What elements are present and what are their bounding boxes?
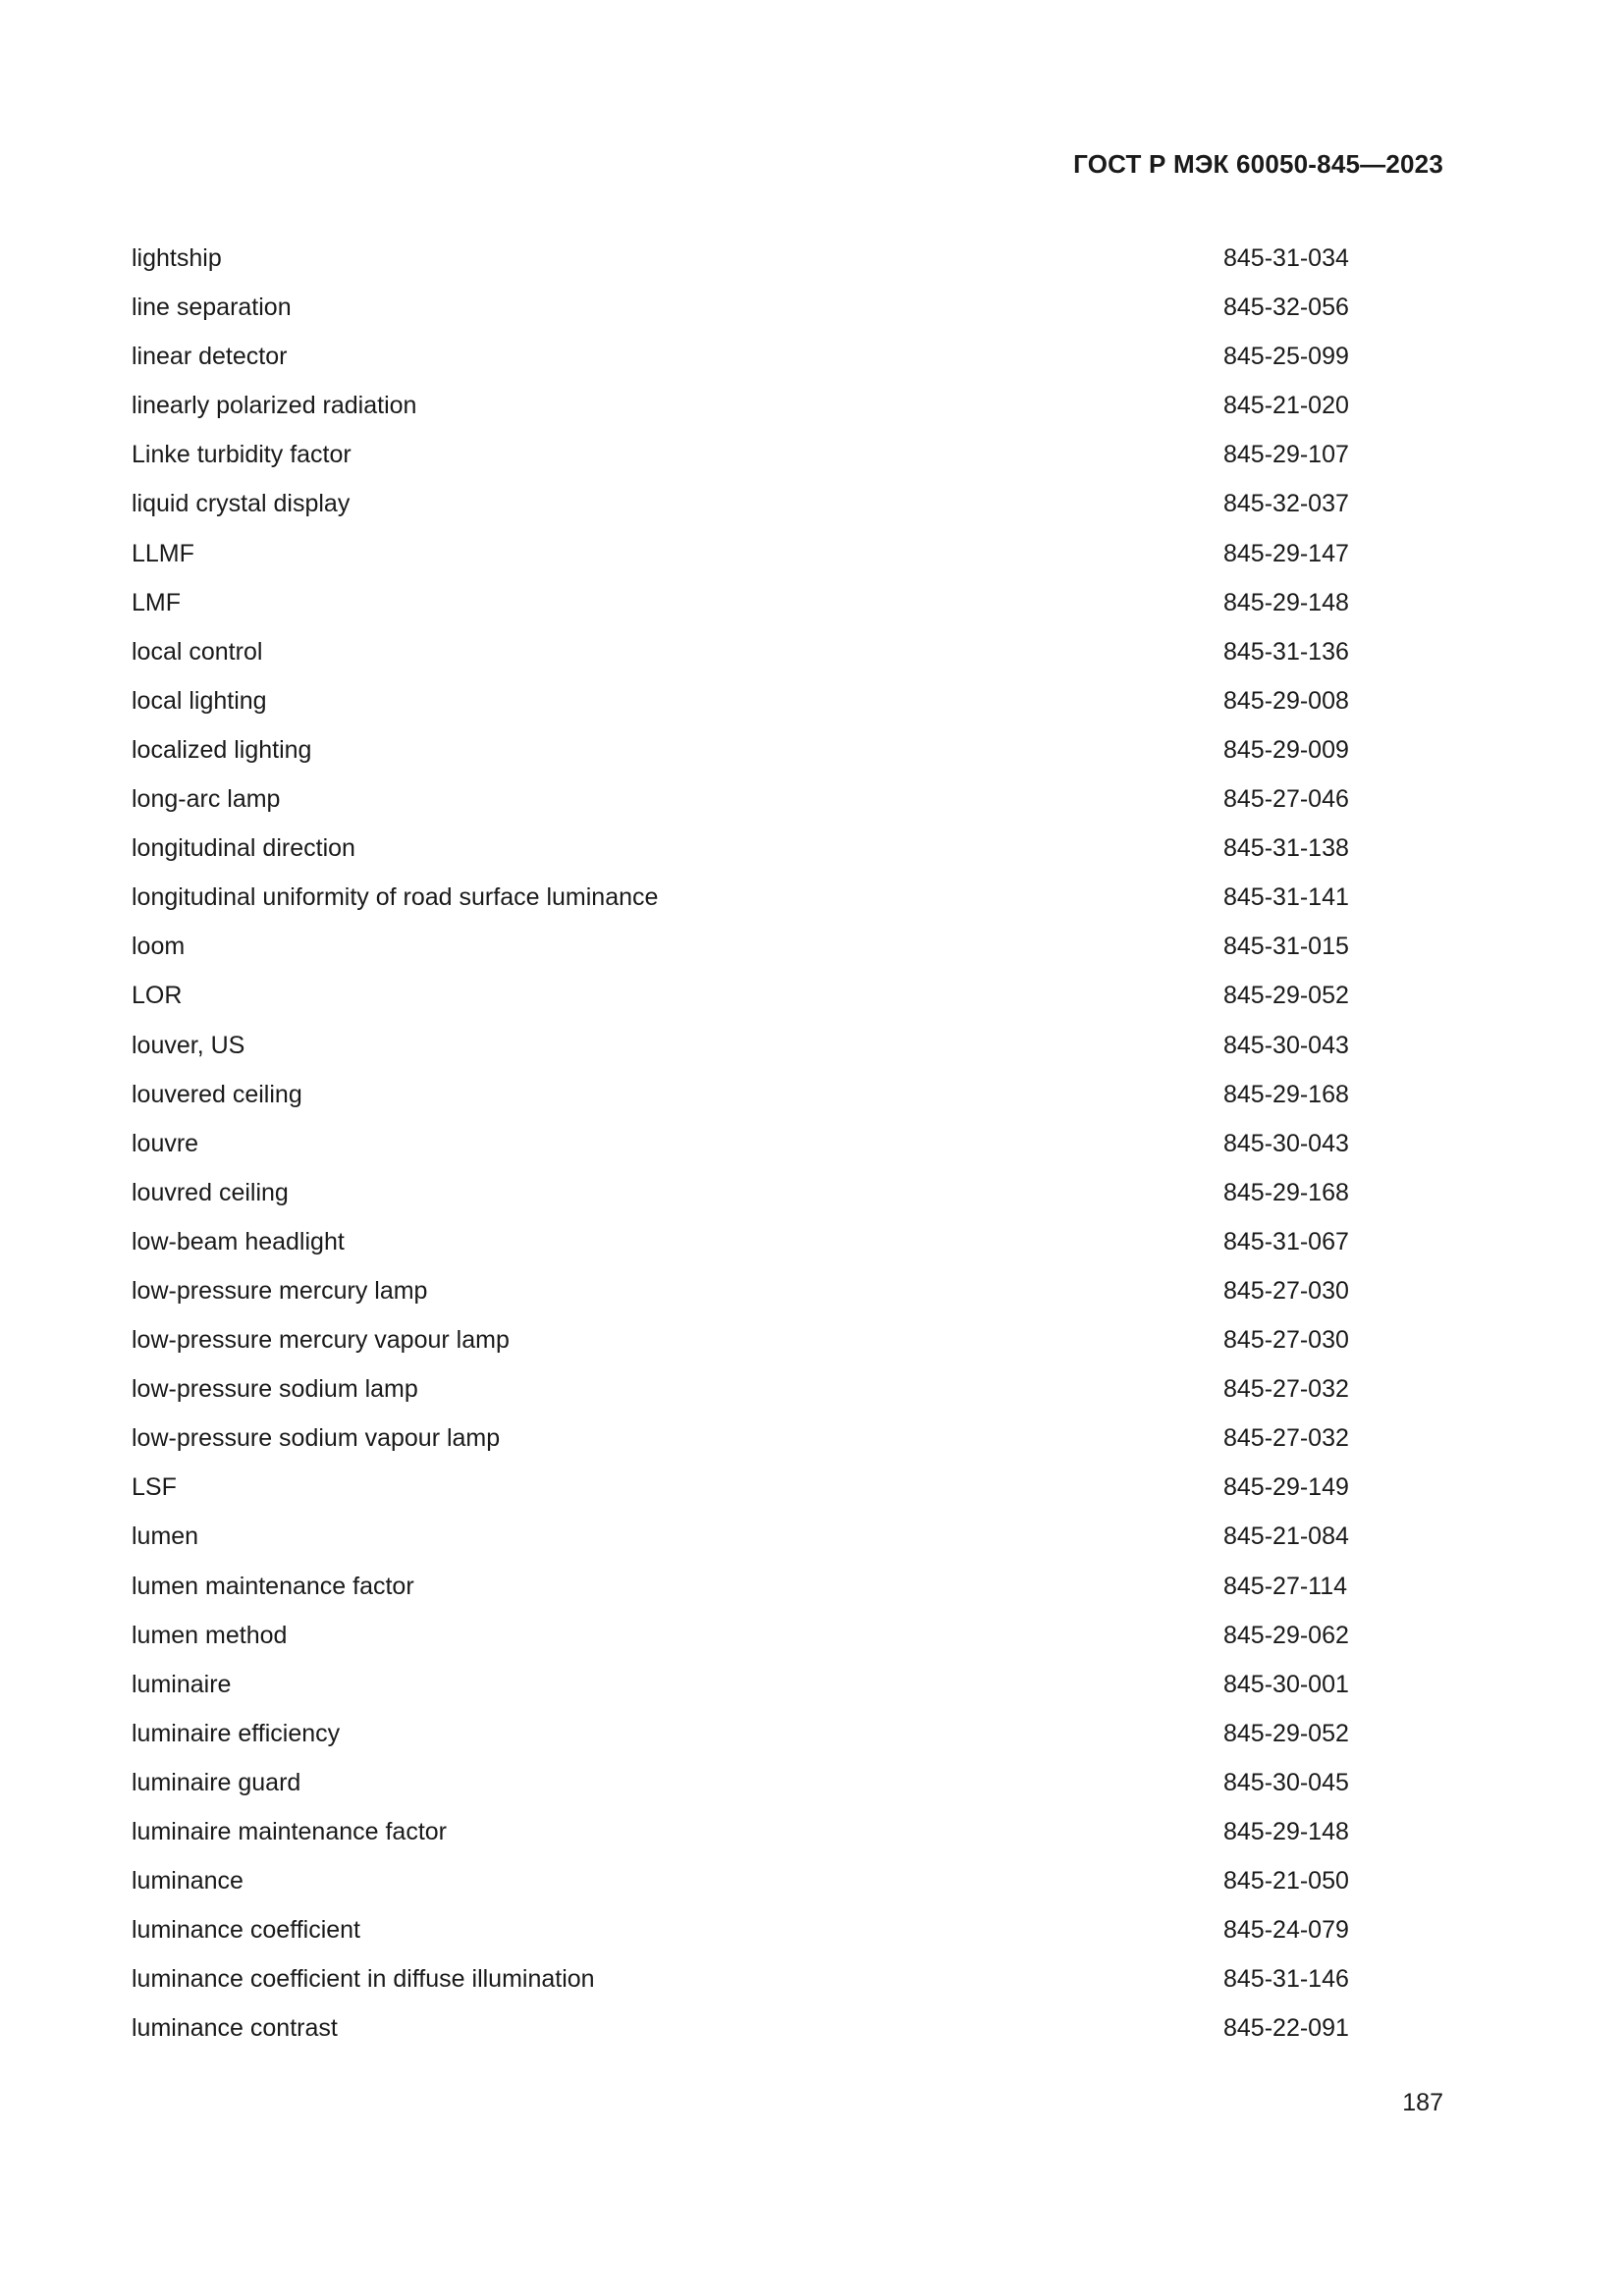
index-entry xyxy=(132,929,1359,978)
index-entry xyxy=(132,2010,1359,2059)
index-entry xyxy=(132,1175,1359,1224)
index-term: louvered ceiling xyxy=(132,1080,302,1108)
index-entry xyxy=(132,1863,1359,1912)
index-term: luminance coefficient xyxy=(132,1916,361,1945)
index-term: LLMF xyxy=(132,539,194,567)
index-term: local lighting xyxy=(132,686,267,715)
index-term: Linke turbidity factor xyxy=(132,441,352,469)
document-header-title: ГОСТ Р МЭК 60050-845—2023 xyxy=(1073,149,1443,179)
index-entry xyxy=(132,1912,1359,1961)
index-term: luminance xyxy=(132,1867,244,1896)
index-code: 845-31-034 xyxy=(1223,244,1349,272)
index-term: low-pressure mercury vapour lamp xyxy=(132,1326,510,1355)
index-term: long-arc lamp xyxy=(132,785,281,814)
index-code: 845-29-062 xyxy=(1223,1621,1349,1649)
index-code: 845-30-045 xyxy=(1223,1768,1349,1796)
index-code: 845-31-015 xyxy=(1223,933,1349,961)
index-entry xyxy=(132,1814,1359,1863)
index-code: 845-21-050 xyxy=(1223,1867,1349,1896)
index-entry xyxy=(132,1371,1359,1420)
index-code: 845-27-032 xyxy=(1223,1375,1349,1404)
index-entry xyxy=(132,290,1359,339)
term-index-list xyxy=(132,240,1359,2059)
index-code: 845-31-141 xyxy=(1223,883,1349,912)
index-code: 845-21-084 xyxy=(1223,1522,1349,1551)
index-code: 845-29-148 xyxy=(1223,1818,1349,1845)
index-term: linearly polarized radiation xyxy=(132,392,417,420)
index-entry xyxy=(132,1716,1359,1765)
index-entry xyxy=(132,437,1359,486)
index-code: 845-21-020 xyxy=(1223,392,1349,420)
index-entry xyxy=(132,1765,1359,1814)
index-entry xyxy=(132,486,1359,535)
index-code: 845-32-056 xyxy=(1223,294,1349,322)
index-term: lumen maintenance factor xyxy=(132,1572,414,1600)
index-entry xyxy=(132,1569,1359,1618)
index-entry xyxy=(132,1077,1359,1126)
index-term: liquid crystal display xyxy=(132,490,351,518)
index-term: low-pressure sodium lamp xyxy=(132,1375,418,1404)
index-term: line separation xyxy=(132,294,292,322)
index-entry xyxy=(132,732,1359,781)
index-term: longitudinal direction xyxy=(132,834,355,863)
index-entry xyxy=(132,781,1359,830)
index-term: lumen xyxy=(132,1522,199,1551)
index-code: 845-29-107 xyxy=(1223,441,1349,469)
index-entry xyxy=(132,880,1359,929)
index-entry xyxy=(132,1519,1359,1568)
index-entry xyxy=(132,1469,1359,1519)
index-entry xyxy=(132,1126,1359,1175)
index-code: 845-30-043 xyxy=(1223,1129,1349,1157)
index-term: local control xyxy=(132,637,263,666)
index-code: 845-27-030 xyxy=(1223,1326,1349,1355)
index-term: longitudinal uniformity of road surface luminance xyxy=(132,883,659,912)
page-number: 187 xyxy=(1402,2089,1443,2116)
index-entry xyxy=(132,240,1359,290)
index-term: low-pressure sodium vapour lamp xyxy=(132,1424,501,1453)
index-entry xyxy=(132,1420,1359,1469)
index-term: luminaire xyxy=(132,1670,232,1698)
index-code: 845-27-030 xyxy=(1223,1276,1349,1305)
index-code: 845-27-114 xyxy=(1223,1572,1348,1600)
index-entry xyxy=(132,339,1359,388)
index-entry xyxy=(132,1273,1359,1322)
index-code: 845-27-032 xyxy=(1223,1424,1349,1453)
index-code: 845-29-052 xyxy=(1223,1719,1349,1747)
index-entry xyxy=(132,1224,1359,1273)
index-code: 845-29-147 xyxy=(1223,539,1349,567)
index-term: low-beam headlight xyxy=(132,1227,345,1255)
index-entry xyxy=(132,683,1359,732)
index-code: 845-29-149 xyxy=(1223,1473,1349,1502)
index-term: LOR xyxy=(132,982,183,1010)
index-code: 845-29-168 xyxy=(1223,1080,1349,1108)
index-code: 845-31-138 xyxy=(1223,834,1349,863)
index-code: 845-31-136 xyxy=(1223,637,1349,666)
index-entry xyxy=(132,1618,1359,1667)
index-term: luminaire efficiency xyxy=(132,1719,341,1747)
index-term: louvred ceiling xyxy=(132,1178,289,1206)
index-term: luminaire guard xyxy=(132,1768,301,1796)
index-code: 845-29-168 xyxy=(1223,1178,1349,1206)
index-entry xyxy=(132,585,1359,634)
index-term: louvre xyxy=(132,1129,199,1157)
index-entry xyxy=(132,1322,1359,1371)
index-code: 845-30-001 xyxy=(1223,1670,1349,1698)
index-entry xyxy=(132,634,1359,683)
index-code: 845-32-037 xyxy=(1223,490,1349,518)
index-term: linear detector xyxy=(132,343,288,371)
index-term: localized lighting xyxy=(132,735,312,764)
index-code: 845-29-008 xyxy=(1223,686,1349,715)
index-code: 845-31-146 xyxy=(1223,1965,1349,1994)
index-entry xyxy=(132,1667,1359,1716)
index-term: luminaire maintenance factor xyxy=(132,1818,447,1845)
index-code: 845-25-099 xyxy=(1223,343,1349,371)
index-code: 845-24-079 xyxy=(1223,1916,1349,1945)
index-entry xyxy=(132,388,1359,437)
index-code: 845-29-052 xyxy=(1223,982,1349,1010)
index-term: lightship xyxy=(132,244,222,272)
index-entry xyxy=(132,1961,1359,2010)
index-entry xyxy=(132,1028,1359,1077)
index-code: 845-31-067 xyxy=(1223,1227,1349,1255)
index-code: 845-27-046 xyxy=(1223,785,1349,814)
index-code: 845-29-148 xyxy=(1223,588,1349,616)
index-entry xyxy=(132,830,1359,880)
index-code: 845-29-009 xyxy=(1223,735,1349,764)
index-term: LMF xyxy=(132,588,181,616)
index-term: loom xyxy=(132,933,186,961)
index-code: 845-30-043 xyxy=(1223,1031,1349,1059)
index-entry xyxy=(132,536,1359,585)
index-term: luminance coefficient in diffuse illumination xyxy=(132,1965,595,1994)
index-code: 845-22-091 xyxy=(1223,2014,1349,2043)
index-term: lumen method xyxy=(132,1621,288,1649)
index-term: low-pressure mercury lamp xyxy=(132,1276,428,1305)
index-entry xyxy=(132,978,1359,1027)
index-term: LSF xyxy=(132,1473,177,1502)
index-term: louver, US xyxy=(132,1031,245,1059)
index-term: luminance contrast xyxy=(132,2014,338,2043)
